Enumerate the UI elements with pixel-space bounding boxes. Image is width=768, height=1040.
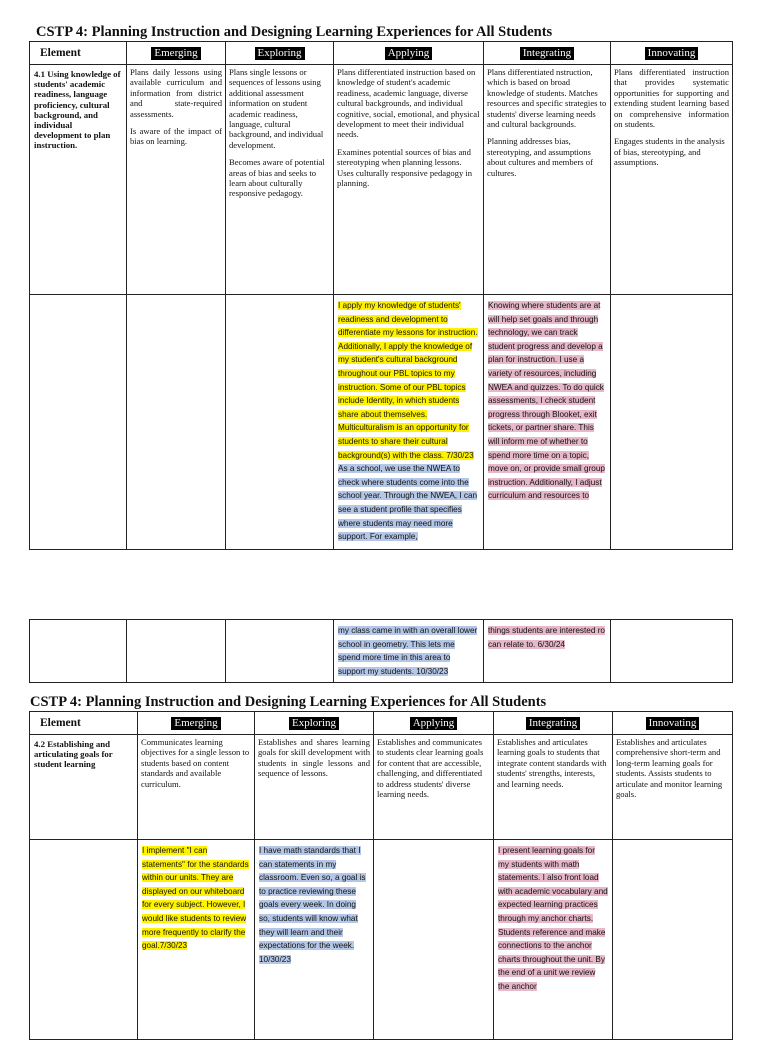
- header-applying-cell-2: [374, 712, 494, 735]
- applying-descriptor: [334, 65, 484, 295]
- header-innovating-2: Innovating: [646, 717, 700, 730]
- evidence-applying-yellow: I apply my knowledge of students' readiness and development to differentiate my lessons for instruction. Additionally, I apply the knowledge of my student's cultural background throughout our PBL topics to my instruction. Some of our PBL topics include Identity, in which students share about themselves. Multiculturalism is an opportunity for students to share their cultural background(s) with the class. 7/30/23: [338, 301, 478, 460]
- evidence-emerging-2: [138, 840, 255, 1040]
- exploring-descriptor: [226, 65, 334, 295]
- integrating-text-2: Planning addresses bias, stereotyping, and assumptions about cultures and members of cultures.: [487, 136, 593, 178]
- evidence-emerging-text-2: I implement "I can statements" for the standards within our units. They are displayed on our whiteboard for every subject. However, I would like students to review more frequently to clarify the goal.7/30/23: [142, 846, 249, 951]
- innovating-text-2: Engages students in the analysis of bias, stereotyping, and assumptions.: [614, 136, 725, 168]
- continued-exploring-empty: [226, 620, 334, 683]
- header-exploring-cell: [226, 42, 334, 65]
- applying-text-2: Examines potential sources of bias and stereotyping when planning lessons. Uses culturally responsive pedagogy in planning.: [337, 146, 473, 189]
- exploring-text-1: Plans single lessons or sequences of lessons using additional assessment information on student academic readiness, language, cultural background, and individual development.: [229, 67, 324, 150]
- page-title: CSTP 4: Planning Instruction and Designing Learning Experiences for All Students: [36, 24, 553, 40]
- evidence-exploring-text-2: I have math standards that I can statements in my classroom. Even so, a goal is to practice reviewing these goals every week. In doing so, students will know what they will learn and their expectations for the week. 10/30/23: [259, 846, 366, 964]
- integrating-descriptor: [484, 65, 611, 295]
- emerging-descriptor-2: Communicates learning objectives for a single lesson to students based on content standards and available curriculum.: [138, 735, 255, 840]
- header-element: Element: [30, 42, 127, 65]
- evidence-applying-empty-2: [374, 840, 494, 1040]
- header-innovating-cell: [611, 42, 733, 65]
- header-applying: Applying: [385, 47, 433, 60]
- integrating-descriptor-2: Establishes and articulates learning goals to students that integrate content standards with students' strengths, interests, and learning needs.: [494, 735, 613, 840]
- header-innovating: Innovating: [645, 47, 699, 60]
- evidence-row: [30, 295, 733, 550]
- continued-applying: [334, 620, 484, 683]
- continued-emerging-empty: [127, 620, 226, 683]
- evidence-emerging-empty: [127, 295, 226, 550]
- header-exploring-cell-2: [255, 712, 374, 735]
- evidence-element-empty: [30, 295, 127, 550]
- evidence-applying-blue: As a school, we use the NWEA to check where students come into the school year. Through the NWEA, I can see a student profile that specifies where students may need more support. For example,: [338, 464, 478, 542]
- exploring-text-2: Becomes aware of potential areas of bias and seeks to learn about culturally responsive pedagogy.: [229, 157, 325, 199]
- header-integrating-cell: [484, 42, 611, 65]
- cstp-4-1-table: [29, 41, 733, 550]
- header-exploring: Exploring: [255, 47, 305, 60]
- evidence-integrating-text-2: I present learning goals for my students with math statements. I also front load with academic vocabulary and expected learning practices through my anchor charts. Students reference and make connections to the anchor charts throughout the unit. By the end of a unit we review the anchor: [498, 846, 608, 991]
- header-integrating: Integrating: [520, 47, 574, 60]
- continued-integrating: [484, 620, 611, 683]
- emerging-descriptor: [127, 65, 226, 295]
- innovating-text-1: Plans differentiated instruction that provides systematic opportunities for supporting and extending student learning based on comprehensive information on students.: [614, 67, 729, 130]
- element-4-1: 4.1 Using knowledge of students' academic readiness, language proficiency, cultural background, and individual development to plan instruction.: [30, 65, 127, 295]
- header-emerging: Emerging: [151, 47, 200, 60]
- continued-row: [30, 620, 733, 683]
- page-title-2: CSTP 4: Planning Instruction and Designing Learning Experiences for All Students: [30, 694, 547, 710]
- header-applying-2: Applying: [410, 717, 458, 730]
- evidence-applying: [334, 295, 484, 550]
- header-integrating-cell-2: [494, 712, 613, 735]
- continued-innovating-empty: [611, 620, 733, 683]
- continued-applying-text: my class came in with an overall lower school in geometry. This lets me spend more time in this area to support my students. 10/30/23: [338, 626, 478, 676]
- evidence-exploring-empty: [226, 295, 334, 550]
- cstp-4-2-table: [29, 711, 733, 1040]
- applying-text-1: Plans differentiated instruction based on knowledge of student's academic readiness, academic language, diverse cultural backgrounds, and individual cognitive, social, emotional, and physical development to meet their individual needs.: [337, 67, 480, 140]
- header-integrating-2: Integrating: [526, 717, 580, 730]
- integrating-text-1: Plans differentiated nstruction, which is based on broad knowledge of students. Matches resources and specific strategies to students' diverse learning needs and cultural backgrounds.: [487, 67, 607, 130]
- evidence-element-empty-2: [30, 840, 138, 1040]
- evidence-exploring-2: [255, 840, 374, 1040]
- evidence-row-2: [30, 840, 733, 1040]
- descriptor-row-2: [30, 735, 733, 840]
- continued-element-empty: [30, 620, 127, 683]
- descriptor-row: [30, 65, 733, 295]
- continued-integrating-text: things students are interested ro can relate to. 6/30/24: [488, 626, 605, 649]
- evidence-integrating-text: Knowing where students are at will help set goals and through technology, we can track student progress and develop a plan for instruction. I use a variety of resources, including NWEA and quizzes. To do quick assessments, I check student progress through Blooket, exit tickets, or partner share. This will inform me of whether to spend more time on a topic, move on, or provide small group instruction. Additionally, I adjust curriculum and resources to: [488, 301, 605, 501]
- header-emerging-cell-2: [138, 712, 255, 735]
- header-applying-cell: [334, 42, 484, 65]
- header-row-2: [30, 712, 733, 735]
- evidence-innovating-empty: [611, 295, 733, 550]
- header-exploring-2: Exploring: [289, 717, 339, 730]
- exploring-descriptor-2: Establishes and shares learning goals for skill development with students in single lessons and sequence of lessons.: [255, 735, 374, 840]
- header-innovating-cell-2: [613, 712, 733, 735]
- cstp-4-1-continued-table: [29, 619, 733, 683]
- evidence-integrating: [484, 295, 611, 550]
- header-row: [30, 42, 733, 65]
- header-element-2: Element: [30, 712, 138, 735]
- innovating-descriptor: [611, 65, 733, 295]
- evidence-integrating-2: [494, 840, 613, 1040]
- element-4-2: 4.2 Establishing and articulating goals for student learning: [30, 735, 138, 840]
- emerging-text-1: Plans daily lessons using available curriculum and information from district and state-required assessments.: [130, 67, 222, 119]
- header-emerging-cell: [127, 42, 226, 65]
- header-emerging-2: Emerging: [171, 717, 220, 730]
- applying-descriptor-2: Establishes and communicates to students clear learning goals for content that are accessible, challenging, and differentiated to address students' diverse learning needs.: [374, 735, 494, 840]
- emerging-text-2: Is aware of the impact of bias on learning.: [130, 126, 222, 147]
- innovating-descriptor-2: Establishes and articulates comprehensive short-term and long-term learning goals for students. Assists students to articulate and monitor learning goals.: [613, 735, 733, 840]
- evidence-innovating-empty-2: [613, 840, 733, 1040]
